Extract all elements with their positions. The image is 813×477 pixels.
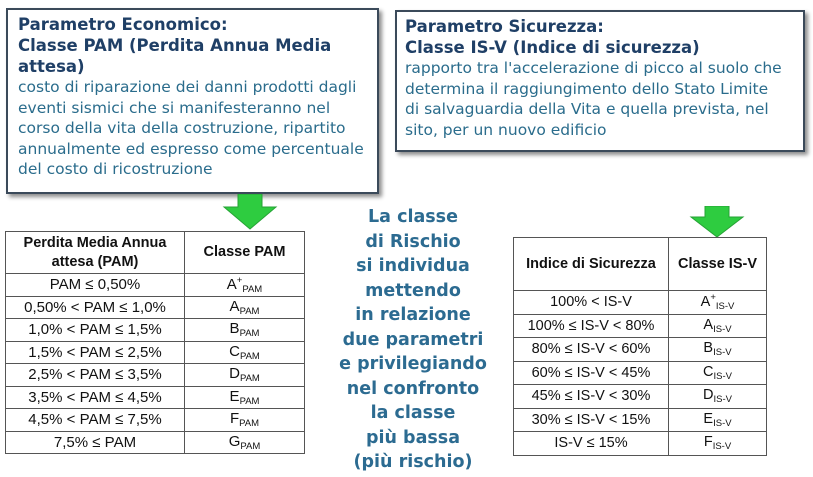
class-subscript: PAM [239,328,260,340]
pam-desc-line: annualmente ed espresso come percentuale [18,139,364,158]
explanation-line: (più rischio) [353,452,473,472]
pam-range-cell: 4,5% < PAM ≤ 7,5% [6,409,185,432]
isv-range-cell: 45% ≤ IS-V < 30% [514,385,669,409]
class-letter: D [229,365,240,383]
pam-heading-line2: Classe PAM (Perdita Annua Media [18,36,332,55]
pam-class-cell [185,341,305,364]
pam-class-cell [185,274,305,297]
table-row [514,408,767,432]
pam-range-cell: 2,5% < PAM ≤ 3,5% [6,364,185,387]
explanation-line: si individua [356,256,470,276]
class-letter: E [703,410,714,427]
pam-range-cell: PAM ≤ 0,50% [6,274,185,297]
class-subscript: IS-V [713,394,732,406]
isv-class-cell [669,291,767,315]
pam-range-cell: 1,0% < PAM ≤ 1,5% [6,319,185,342]
pam-header-range [6,232,185,274]
down-arrow-icon [689,206,745,238]
isv-heading-line2: Classe IS-V (Indice di sicurezza) [405,38,700,57]
isv-class-cell [669,338,767,362]
table-row [514,338,767,362]
pam-class-cell [185,431,305,454]
isv-header-class: Classe IS-V [669,238,767,291]
table-row [6,319,305,342]
table-row [514,314,767,338]
pam-range-cell: 1,5% < PAM ≤ 2,5% [6,341,185,364]
table-row [514,291,767,315]
explanation-line: due parametri [342,329,484,350]
class-subscript: IS-V [715,301,735,313]
isv-desc-line: di salvaguardia della Vita e quella prevista, nel [405,100,769,118]
class-letter: F [229,410,240,428]
class-letter: E [229,387,240,405]
class-subscript: IS-V [713,323,732,335]
header-text: Perdita Media Annua [23,234,167,251]
table-row [6,431,305,454]
explanation-line: di Rischio [365,231,461,252]
class-subscript: PAM [239,305,260,317]
pam-class-table [5,231,305,454]
explanation-line: mettendo [365,280,461,301]
pam-range-cell: 7,5% ≤ PAM [6,431,185,454]
isv-range-cell: 30% ≤ IS-V < 15% [514,408,669,432]
class-subscript: PAM [239,418,260,430]
class-subscript: PAM [242,283,263,295]
table-row [514,385,767,409]
table-row [6,274,305,297]
class-subscript: IS-V [713,347,732,359]
explanation-line: La classe [368,207,458,227]
isv-header-range: Indice di Sicurezza [514,238,669,291]
pam-heading-line3: attesa) [18,57,85,76]
table-row [6,341,305,364]
class-subscript: PAM [239,350,260,362]
explanation-line: nel confronto [346,378,480,399]
isv-range-cell: 100% ≤ IS-V < 80% [514,314,669,338]
class-letter: D [703,387,714,404]
pam-desc-line: eventi sismici che si manifesteranno nel [18,98,331,117]
pam-parameter-box [6,8,379,194]
isv-heading-line1: Parametro Sicurezza: [405,17,604,36]
class-letter: F [703,434,713,451]
class-letter: C [703,363,714,380]
isv-class-cell [669,361,767,385]
down-arrow-icon [222,194,278,230]
class-superscript: + [710,292,716,304]
explanation-line: più bassa [365,427,461,448]
class-subscript: IS-V [713,370,732,382]
isv-range-cell: 80% ≤ IS-V < 60% [514,338,669,362]
isv-class-cell [669,385,767,409]
pam-class-cell [185,364,305,387]
class-letter: A [703,316,714,333]
table-row [514,432,767,456]
pam-desc-line: costo di riparazione dei danni prodotti dagli [18,78,357,96]
isv-desc-line: determina il raggiungimento dello Stato Limite [405,79,769,98]
isv-range-cell: 100% < IS-V [514,291,669,315]
class-subscript: IS-V [712,441,732,453]
table-row [6,296,305,319]
table-header-row [514,238,767,291]
isv-class-cell [669,408,767,432]
class-letter: A [226,275,237,293]
pam-class-cell [185,319,305,342]
isv-range-cell: 60% ≤ IS-V < 45% [514,361,669,385]
class-letter: B [703,340,714,357]
table-row [6,409,305,432]
class-subscript: PAM [240,440,261,452]
table-header-row [6,232,305,274]
class-superscript: + [236,274,243,286]
pam-header-class: Classe PAM [185,232,305,274]
class-letter: A [229,297,240,315]
risk-class-explanation [313,205,513,475]
pam-range-cell: 3,5% < PAM ≤ 4,5% [6,386,185,409]
table-row [6,386,305,409]
class-subscript: PAM [239,373,260,385]
class-letter: G [228,432,241,450]
table-row [514,361,767,385]
table-row [6,364,305,387]
pam-class-cell [185,386,305,409]
class-letter: A [700,294,711,311]
isv-desc-line: rapporto tra l'accelerazione di picco al suolo che [405,59,782,77]
pam-heading-line1: Parametro Economico: [18,15,228,34]
isv-class-table [513,237,767,456]
pam-range-cell: 0,50% < PAM ≤ 1,0% [6,296,185,319]
explanation-line: in relazione [355,305,471,325]
class-subscript: IS-V [713,417,732,429]
class-subscript: PAM [239,395,260,407]
pam-class-cell [185,296,305,319]
isv-class-cell [669,432,767,456]
explanation-line: la classe [370,403,456,423]
class-letter: B [229,320,240,338]
class-letter: C [229,342,240,360]
pam-desc-line: del costo di ricostruzione [18,160,213,178]
pam-class-cell [185,409,305,432]
explanation-line: e privilegiando [339,354,487,374]
pam-desc-line: corso della vita della costruzione, ripartito [18,119,346,137]
isv-class-cell [669,314,767,338]
isv-parameter-box [395,10,805,152]
isv-desc-line: sito, per un nuovo edificio [405,120,607,139]
isv-range-cell: IS-V ≤ 15% [514,432,669,456]
header-text: attesa (PAM) [51,253,139,270]
